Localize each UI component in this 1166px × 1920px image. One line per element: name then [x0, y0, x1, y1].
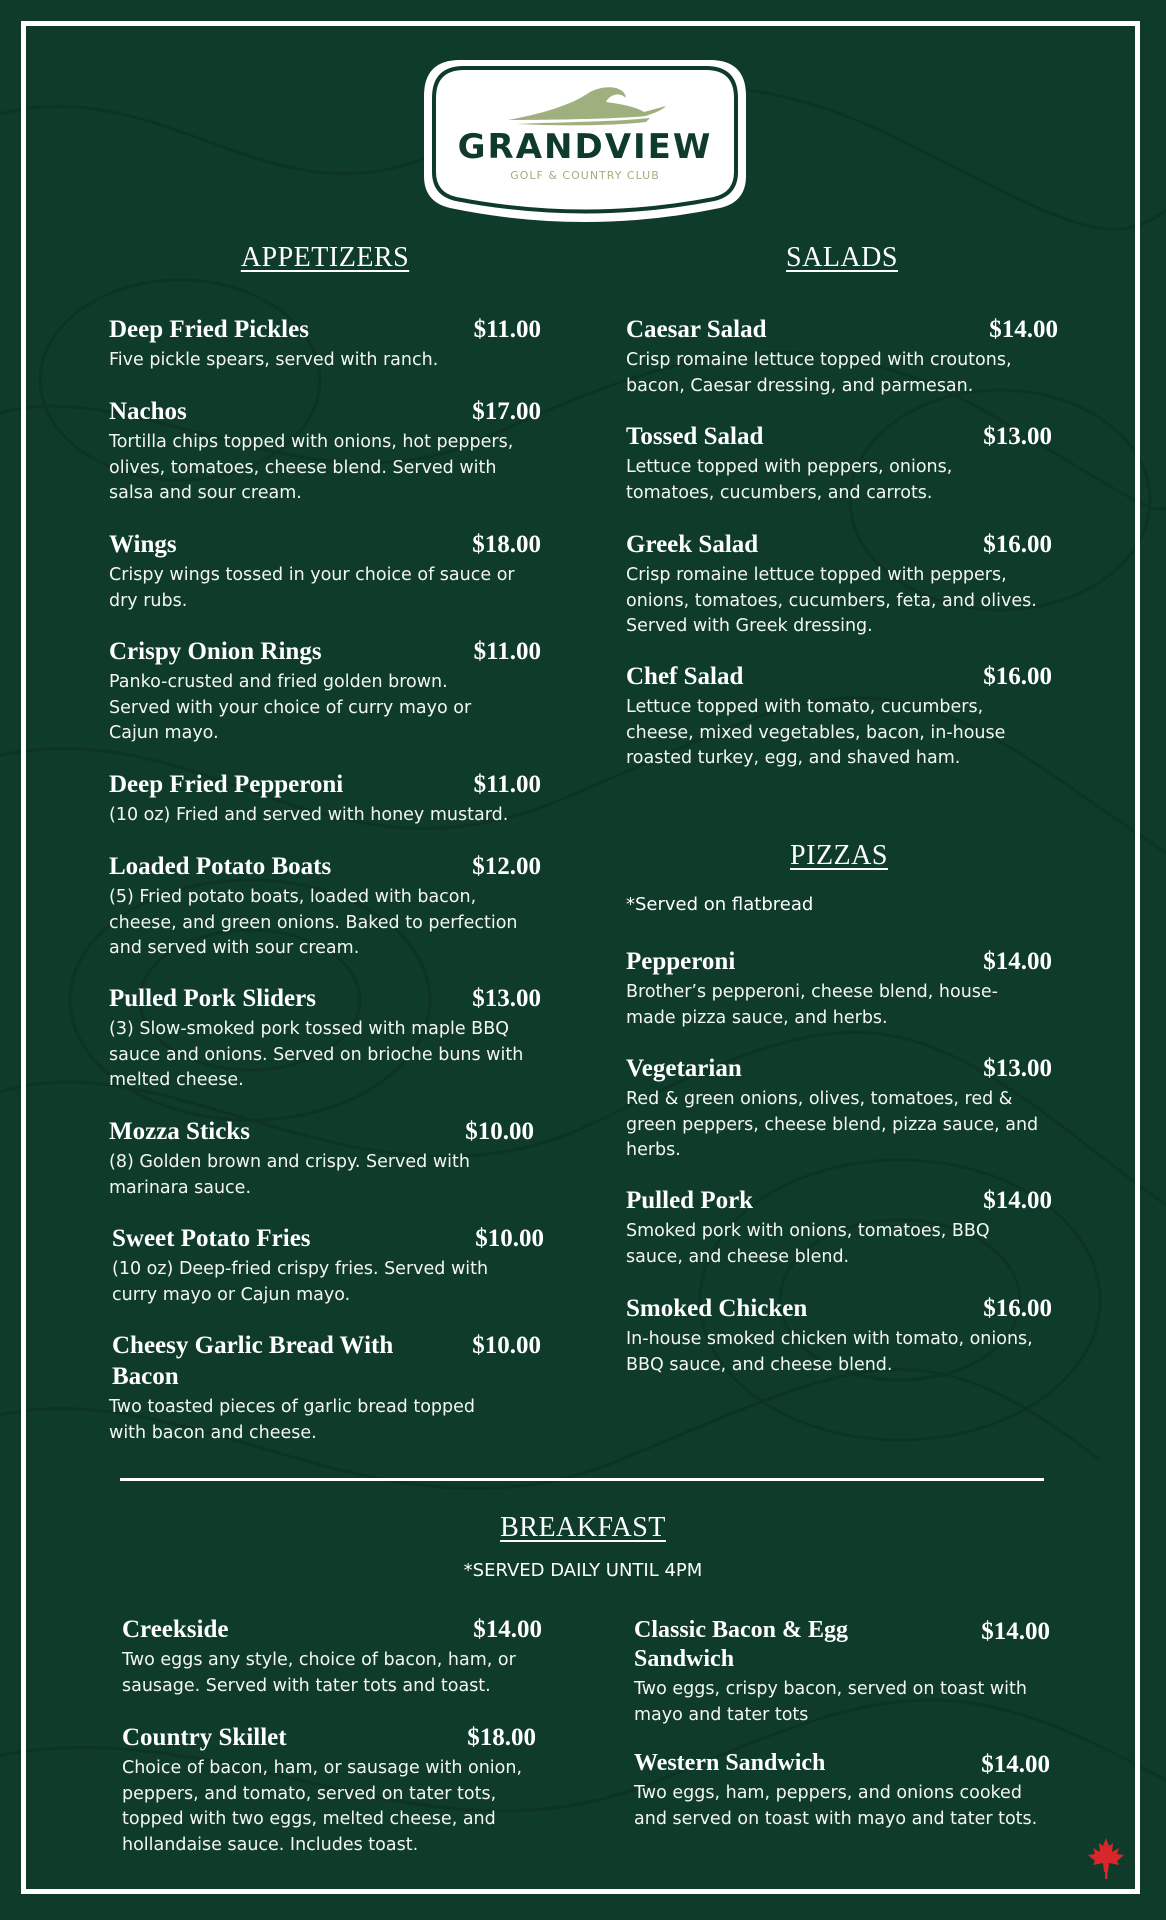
- item-description: Red & green onions, olives, tomatoes, red & green peppers, cheese blend, pizza sauce, and herbs.: [626, 1089, 1039, 1160]
- item-description: Crisp romaine lettuce topped with peppers, onions, tomatoes, cucumbers, feta, and olives. Served with Greek dressing.: [626, 565, 1037, 636]
- item-price: $16.00: [983, 1295, 1052, 1322]
- logo-subtitle: GOLF & COUNTRY CLUB: [510, 169, 660, 182]
- item-price: $14.00: [983, 948, 1052, 975]
- item-price: $14.00: [989, 316, 1058, 343]
- item-price: $14.00: [981, 1618, 1050, 1645]
- item-description: Two eggs any style, choice of bacon, ham, or sausage. Served with tater tots and toast.: [122, 1650, 516, 1696]
- breakfast-title: BREAKFAST: [500, 1512, 666, 1543]
- maple-leaf-icon: [1086, 1836, 1126, 1880]
- pizzas-title: PIZZAS: [790, 840, 888, 871]
- item-price: $18.00: [472, 531, 541, 558]
- item-price: $17.00: [472, 398, 541, 425]
- item-price: $13.00: [983, 423, 1052, 450]
- item-description: Crisp romaine lettuce topped with croutons, bacon, Caesar dressing, and parmesan.: [626, 350, 1012, 396]
- menu-item: [626, 421, 1052, 506]
- item-price: $12.00: [472, 853, 541, 880]
- item-description: Lettuce topped with tomato, cucumbers, cheese, mixed vegetables, bacon, in-house roasted turkey, egg, and shaved ham.: [626, 697, 1006, 768]
- item-name: Caesar Salad: [626, 316, 767, 343]
- pizzas-note: *Served on flatbread: [626, 894, 814, 915]
- item-name: Country Skillet: [122, 1724, 287, 1751]
- item-price: $18.00: [467, 1724, 536, 1751]
- item-price: $11.00: [473, 316, 541, 343]
- menu-item: [109, 769, 541, 829]
- menu-item: [122, 1614, 542, 1699]
- menu-item: [626, 661, 1052, 772]
- item-price: $14.00: [981, 1751, 1050, 1778]
- menu-item: [109, 396, 541, 507]
- item-name: Wings: [109, 531, 177, 558]
- menu-item: [109, 314, 541, 374]
- item-description: In-house smoked chicken with tomato, onions, BBQ sauce, and cheese blend.: [626, 1329, 1033, 1375]
- item-price: $13.00: [983, 1055, 1052, 1082]
- logo-name: GRANDVIEW: [457, 127, 713, 167]
- menu-item: [109, 983, 541, 1094]
- item-name: Smoked Chicken: [626, 1295, 808, 1322]
- menu-item: [634, 1749, 1050, 1832]
- item-name: Tossed Salad: [626, 423, 764, 450]
- item-description: Brother’s pepperoni, cheese blend, house-made pizza sauce, and herbs.: [626, 982, 998, 1028]
- item-price: $16.00: [983, 663, 1052, 690]
- item-price: $14.00: [473, 1616, 542, 1643]
- menu-item: [109, 529, 541, 614]
- menu-item: [122, 1722, 542, 1858]
- item-name: Cheesy Garlic Bread With Bacon: [112, 1332, 394, 1390]
- item-description: (10 oz) Fried and served with honey mustard.: [109, 805, 509, 825]
- item-description: Crispy wings tossed in your choice of sauce or dry rubs.: [109, 565, 515, 611]
- menu-item: [626, 529, 1052, 640]
- item-description: Five pickle spears, served with ranch.: [109, 350, 439, 370]
- item-name: Crispy Onion Rings: [109, 638, 322, 665]
- item-name: Vegetarian: [626, 1055, 742, 1082]
- menu-item: [626, 946, 1052, 1031]
- item-name: Pepperoni: [626, 948, 736, 975]
- item-description: (5) Fried potato boats, loaded with bacon, cheese, and green onions. Baked to perfection and served with sour cream.: [109, 887, 518, 958]
- item-description: (3) Slow-smoked pork tossed with maple BBQ sauce and onions. Served on brioche buns with melted cheese.: [109, 1019, 524, 1090]
- item-name: Greek Salad: [626, 531, 759, 558]
- item-name: Loaded Potato Boats: [109, 853, 332, 880]
- item-name: Creekside: [122, 1616, 229, 1643]
- appetizers-title: APPETIZERS: [240, 242, 410, 273]
- item-description: (10 oz) Deep-fried crispy fries. Served with curry mayo or Cajun mayo.: [112, 1259, 489, 1305]
- item-description: (8) Golden brown and crispy. Served with marinara sauce.: [109, 1152, 470, 1198]
- menu-item: [109, 1330, 541, 1446]
- menu-item: [109, 851, 541, 962]
- salads-title: SALADS: [786, 242, 898, 273]
- section-divider: [120, 1478, 1044, 1481]
- item-name: Deep Fried Pickles: [109, 316, 309, 343]
- item-description: Panko-crusted and fried golden brown. Served with your choice of curry mayo or Cajun mayo.: [109, 672, 472, 743]
- item-name: Deep Fried Pepperoni: [109, 771, 344, 798]
- item-name: Chef Salad: [626, 663, 744, 690]
- menu-item: [626, 1185, 1052, 1270]
- item-name: Mozza Sticks: [109, 1118, 250, 1145]
- breakfast-note: *SERVED DAILY UNTIL 4PM: [463, 1560, 703, 1581]
- item-price: $11.00: [473, 638, 541, 665]
- item-price: $14.00: [983, 1187, 1052, 1214]
- item-price: $10.00: [472, 1332, 541, 1359]
- item-price: $13.00: [472, 985, 541, 1012]
- item-name: Classic Bacon & Egg Sandwich: [634, 1617, 849, 1672]
- item-name: Nachos: [109, 398, 187, 425]
- menu-item: [109, 1116, 534, 1201]
- menu-item: [626, 1293, 1052, 1378]
- item-description: Two eggs, crispy bacon, served on toast with mayo and tater tots: [634, 1679, 1027, 1725]
- item-price: $10.00: [475, 1225, 544, 1252]
- item-name: Western Sandwich: [634, 1750, 826, 1776]
- item-name: Pulled Pork Sliders: [109, 985, 316, 1012]
- item-description: Two eggs, ham, peppers, and onions cooked and served on toast with mayo and tater tots.: [634, 1783, 1038, 1829]
- menu-item: [112, 1223, 544, 1308]
- item-name: Sweet Potato Fries: [112, 1225, 311, 1252]
- item-description: Lettuce topped with peppers, onions, tomatoes, cucumbers, and carrots.: [626, 457, 953, 503]
- item-description: Two toasted pieces of garlic bread topped with bacon and cheese.: [109, 1397, 475, 1443]
- menu-item: [634, 1616, 1050, 1728]
- menu-item: [109, 636, 541, 747]
- menu-item: [626, 314, 1058, 399]
- menu-item: [626, 1053, 1052, 1164]
- item-description: Choice of bacon, ham, or sausage with onion, peppers, and tomato, served on tater tots, topped with two eggs, melted cheese, and hollandaise sauce. Includes toast.: [122, 1758, 523, 1855]
- item-description: Smoked pork with onions, tomatoes, BBQ sauce, and cheese blend.: [626, 1221, 990, 1267]
- logo: [420, 56, 750, 226]
- item-price: $11.00: [473, 771, 541, 798]
- item-price: $16.00: [983, 531, 1052, 558]
- item-description: Tortilla chips topped with onions, hot peppers, olives, tomatoes, cheese blend. Served with salsa and sour cream.: [109, 432, 514, 503]
- item-name: Pulled Pork: [626, 1187, 754, 1214]
- item-price: $10.00: [465, 1118, 534, 1145]
